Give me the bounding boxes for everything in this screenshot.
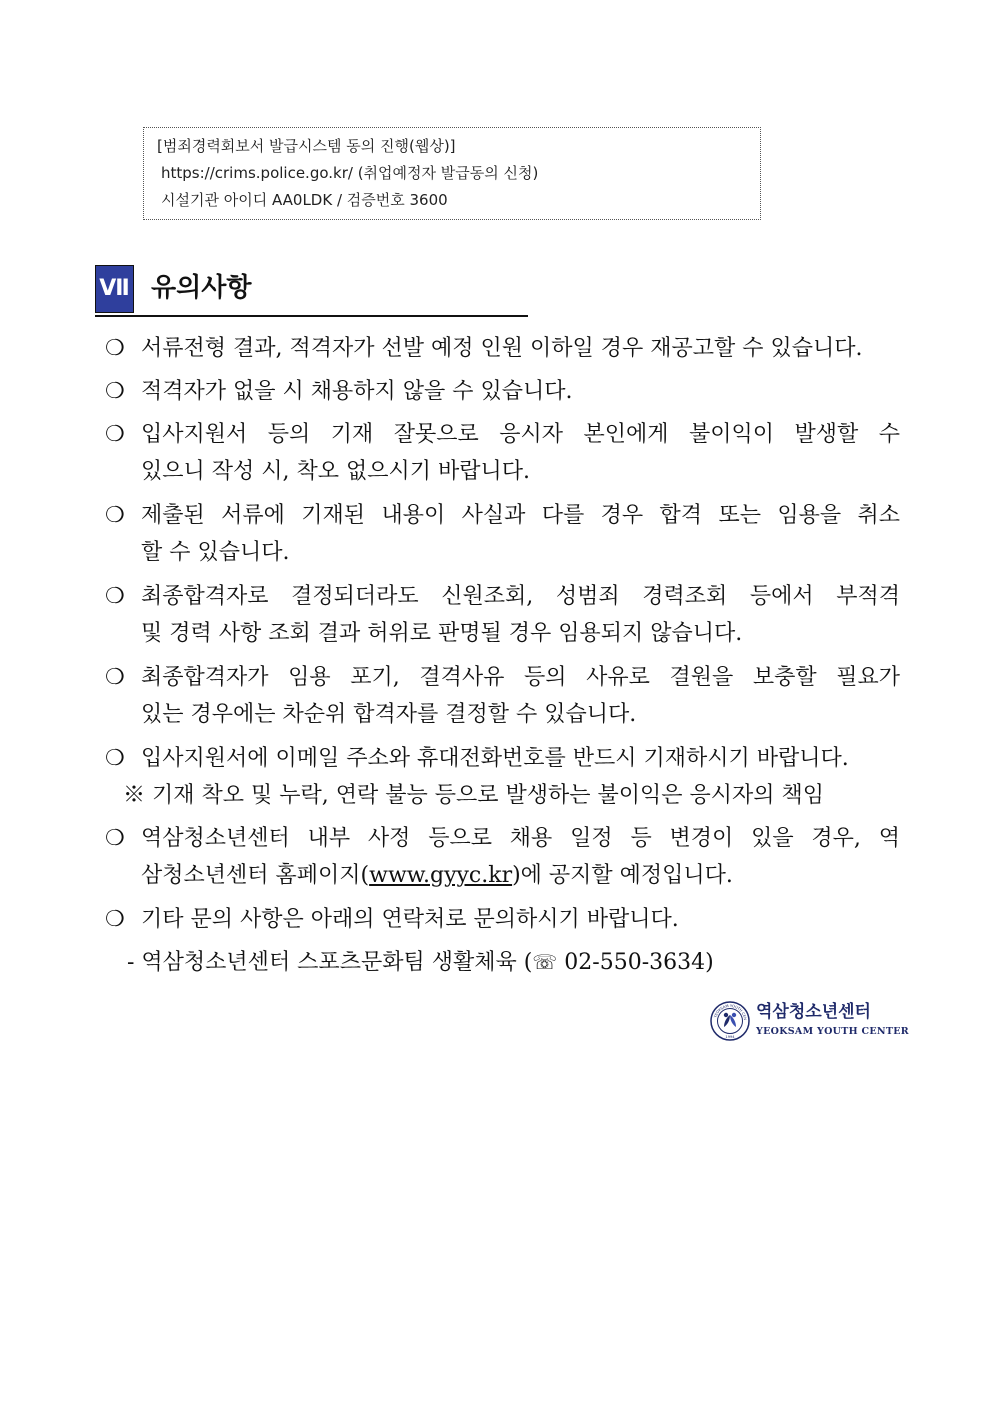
note-text: 삼청소년센터 홈페이지( — [141, 863, 370, 888]
note-item — [105, 820, 900, 894]
section-number-badge: Ⅶ — [95, 265, 134, 313]
circle-bullet-icon: ❍ — [105, 503, 125, 528]
note-item — [105, 416, 900, 490]
crims-info-box — [143, 127, 761, 220]
note-text: )에 공지할 예정입니다. — [512, 863, 733, 888]
note-line: 할 수 있습니다. — [141, 540, 290, 565]
note-line: 있으니 작성 시, 착오 없으시기 바랍니다. — [141, 459, 530, 484]
contact-line — [105, 944, 900, 981]
note-line: 최종합격자로 결정되더라도 신원조회, 성범죄 경력조회 등에서 부적격 — [141, 584, 900, 609]
phone-icon: ☏ — [532, 950, 558, 974]
circle-bullet-icon: ❍ — [105, 379, 125, 404]
info-title: [범죄경력회보서 발급시스템 동의 진행(웹상)] — [157, 137, 456, 155]
homepage-link[interactable]: www.gyyc.kr — [369, 863, 513, 888]
contact-number: 02-550-3634) — [557, 950, 714, 975]
note-remark: ※ 기재 착오 및 누락, 연락 불능 등으로 발생하는 불이익은 응시자의 책임 — [123, 783, 824, 808]
note-item — [105, 901, 900, 938]
note-line: 최종합격자가 임용 포기, 결격사유 등의 사유로 결원을 보충할 필요가 — [141, 665, 900, 690]
circle-bullet-icon: ❍ — [105, 665, 125, 690]
circle-bullet-icon: ❍ — [105, 422, 125, 447]
seal-text: YEOKSAM YOUTH CEN — [713, 1003, 748, 1021]
note-line: 서류전형 결과, 적격자가 선발 예정 인원 이하일 경우 재공고할 수 있습니다. — [141, 336, 863, 361]
info-credentials: 시설기관 아이디 AA0LDK / 검증번호 3600 — [161, 191, 448, 209]
logo-name-ko: 역삼청소년센터 — [756, 1002, 871, 1022]
note-line: 입사지원서에 이메일 주소와 휴대전화번호를 반드시 기재하시기 바랍니다. — [141, 746, 849, 771]
note-line — [141, 857, 900, 894]
info-url: https://crims.police.go.kr/ (취업예정자 발급동의 신청) — [161, 164, 539, 182]
circle-bullet-icon: ❍ — [105, 336, 125, 361]
section-title: 유의사항 — [151, 273, 252, 303]
notes-list — [105, 330, 900, 981]
note-item — [105, 740, 900, 777]
note-line: 및 경력 사항 조회 결과 허위로 판명될 경우 임용되지 않습니다. — [141, 621, 743, 646]
section-header — [95, 262, 528, 317]
logo-name-en: YEOKSAM YOUTH CENTER — [756, 1026, 909, 1037]
note-item — [105, 330, 900, 367]
note-item — [105, 497, 900, 571]
note-item — [105, 659, 900, 733]
contact-text: - 역삼청소년센터 스포츠문화팀 생활체육 ( — [127, 950, 533, 975]
note-line: 역삼청소년센터 내부 사정 등으로 채용 일정 등 변경이 있을 경우, 역 — [141, 826, 900, 851]
circle-bullet-icon: ❍ — [105, 907, 125, 932]
center-logo — [710, 1001, 909, 1043]
center-seal-icon — [710, 1001, 750, 1041]
circle-bullet-icon: ❍ — [105, 584, 125, 609]
note-item — [105, 373, 900, 410]
note-line: 있는 경우에는 차순위 합격자를 결정할 수 있습니다. — [141, 702, 637, 727]
circle-bullet-icon: ❍ — [105, 746, 125, 771]
seal-year: 1994 — [725, 1035, 735, 1039]
circle-bullet-icon: ❍ — [105, 826, 125, 851]
note-line: 기타 문의 사항은 아래의 연락처로 문의하시기 바랍니다. — [141, 907, 679, 932]
note-item — [105, 578, 900, 652]
note-line: 적격자가 없을 시 채용하지 않을 수 있습니다. — [141, 379, 573, 404]
note-line: 입사지원서 등의 기재 잘못으로 응시자 본인에게 불이익이 발생할 수 — [141, 422, 900, 447]
note-line: 제출된 서류에 기재된 내용이 사실과 다를 경우 합격 또는 임용을 취소 — [141, 503, 900, 528]
